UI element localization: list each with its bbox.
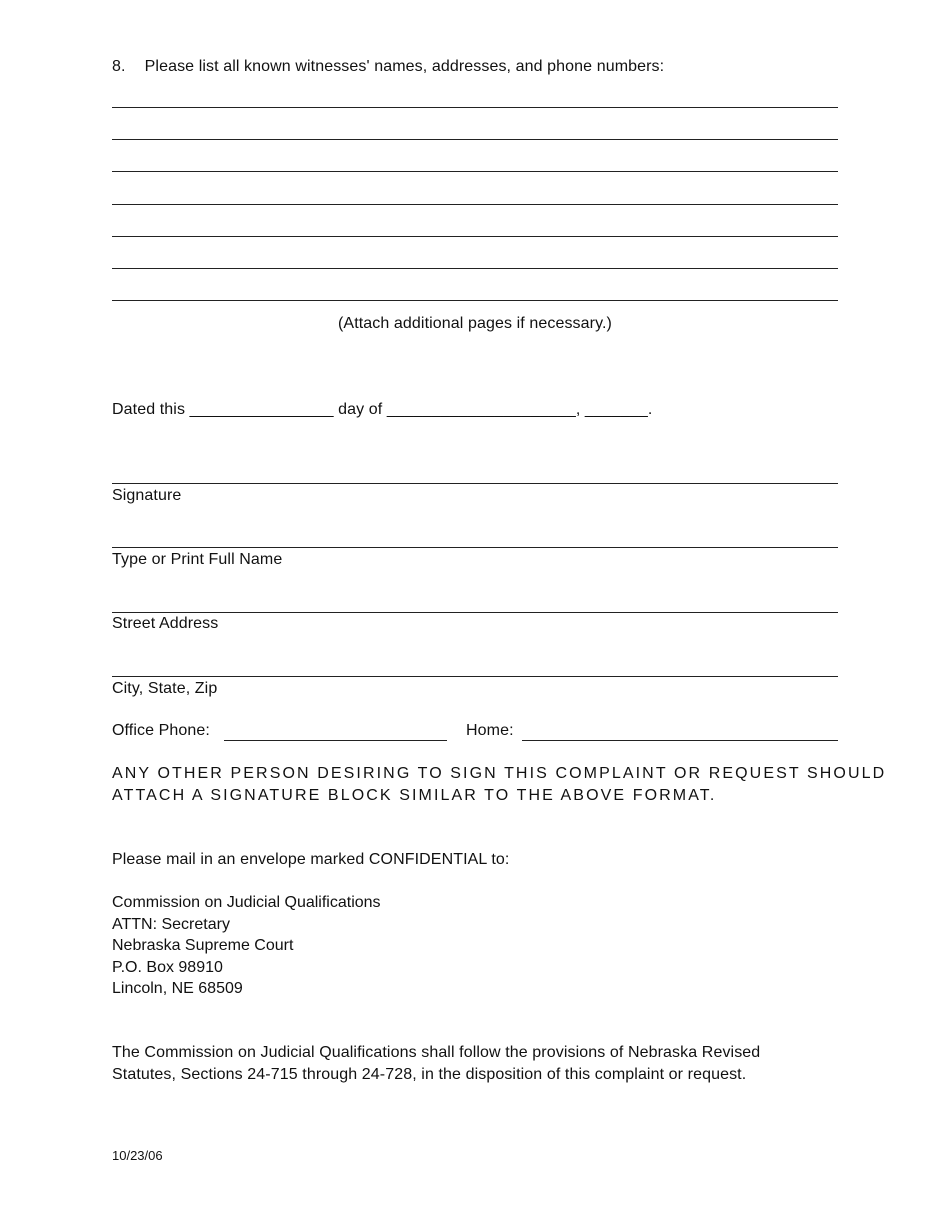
period: . bbox=[647, 401, 653, 418]
home-phone-label: Home: bbox=[466, 722, 514, 739]
witness-line[interactable] bbox=[112, 204, 838, 205]
witness-line[interactable] bbox=[112, 171, 838, 172]
street-address-line[interactable] bbox=[112, 612, 838, 613]
witness-line[interactable] bbox=[112, 139, 838, 140]
witness-line[interactable] bbox=[112, 300, 838, 301]
month-blank[interactable]: _____________________ bbox=[386, 401, 576, 418]
city-state-zip-label: City, State, Zip bbox=[112, 680, 218, 697]
dated-line bbox=[112, 400, 652, 420]
street-address-label: Street Address bbox=[112, 615, 219, 632]
mailing-address bbox=[112, 892, 381, 1000]
comma: , bbox=[575, 401, 581, 418]
address-line: P.O. Box 98910 bbox=[112, 958, 223, 976]
signature-label: Signature bbox=[112, 487, 182, 504]
witness-question bbox=[112, 57, 664, 77]
witness-line[interactable] bbox=[112, 268, 838, 269]
day-blank[interactable]: ________________ bbox=[189, 401, 334, 418]
city-state-zip-line[interactable] bbox=[112, 676, 838, 677]
revision-date: 10/23/06 bbox=[112, 1148, 163, 1163]
office-phone-label: Office Phone: bbox=[112, 722, 210, 739]
office-phone-field[interactable] bbox=[224, 740, 447, 741]
witness-line[interactable] bbox=[112, 236, 838, 237]
notice-line-2: ATTACH A SIGNATURE BLOCK SIMILAR TO THE ABOVE FORMAT. bbox=[112, 787, 717, 804]
address-line: ATTN: Secretary bbox=[112, 915, 230, 933]
full-name-label: Type or Print Full Name bbox=[112, 551, 283, 568]
address-line: Commission on Judicial Qualifications bbox=[112, 894, 381, 911]
signature-line[interactable] bbox=[112, 483, 838, 484]
home-phone-field[interactable] bbox=[522, 740, 838, 741]
address-line: Nebraska Supreme Court bbox=[112, 937, 294, 955]
address-line: Lincoln, NE 68509 bbox=[112, 980, 243, 998]
statement-line-1: The Commission on Judicial Qualifications shall follow the provisions of Nebraska Revised bbox=[112, 1044, 761, 1061]
full-name-line[interactable] bbox=[112, 547, 838, 548]
dated-label: Dated this bbox=[112, 401, 186, 418]
mailing-instruction: Please mail in an envelope marked CONFIDENTIAL to: bbox=[112, 851, 510, 868]
attach-pages-note: (Attach additional pages if necessary.) bbox=[338, 315, 612, 332]
day-of-label: day of bbox=[338, 401, 383, 418]
statement-line-2: Statutes, Sections 24-715 through 24-728, in the disposition of this complaint or request. bbox=[112, 1066, 747, 1083]
notice-line-1: ANY OTHER PERSON DESIRING TO SIGN THIS COMPLAINT OR REQUEST SHOULD bbox=[112, 765, 887, 782]
year-blank[interactable]: _______ bbox=[584, 401, 648, 418]
question-number: 8. bbox=[112, 58, 126, 75]
question-text: Please list all known witnesses' names, addresses, and phone numbers: bbox=[144, 58, 665, 75]
witness-line[interactable] bbox=[112, 107, 838, 108]
